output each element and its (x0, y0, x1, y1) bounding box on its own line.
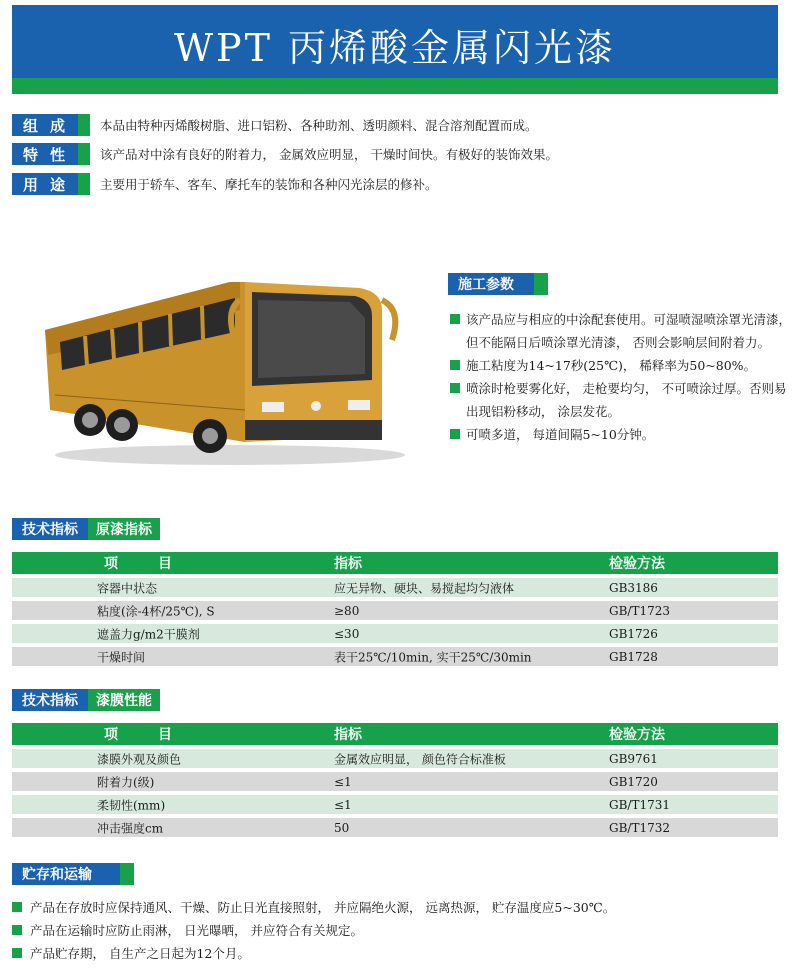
list-item: 喷涂时枪要雾化好， 走枪要均匀， 不可喷涂过厚。否则易出现铝粉移动， 涂层发花。 (448, 377, 798, 423)
table-header: 项目 指标 检验方法 (12, 723, 778, 745)
features-text: 该产品对中涂有良好的附着力， 金属效应明显， 干燥时间快。有极好的装饰效果。 (100, 147, 558, 162)
table1 (12, 552, 778, 666)
table-row: 干燥时间 表干25℃/10min, 实干25℃/30min GB1728 (12, 647, 778, 666)
bus-image (30, 270, 410, 470)
composition-text: 本品由特种丙烯酸树脂、进口铝粉、各种助剂、透明颜料、混合溶剂配置而成。 (100, 118, 538, 133)
table-header: 项目 指标 检验方法 (12, 552, 778, 574)
bullet-icon (12, 948, 22, 958)
table-row: 容器中状态 应无异物、硬块、易搅起均匀液体 GB3186 (12, 578, 778, 597)
table-row: 漆膜外观及颜色 金属效应明显， 颜色符合标准板 GB9761 (12, 749, 778, 768)
intro-composition (12, 114, 538, 136)
bullet-icon (450, 429, 460, 439)
bullet-icon (450, 314, 460, 324)
table2-label-a: 技术指标 (12, 689, 88, 711)
usage-text: 主要用于轿车、客车、摩托车的装饰和各种闪光涂层的修补。 (100, 177, 438, 192)
table-row: 柔韧性(mm) ≤1 GB/T1731 (12, 795, 778, 814)
list-item: 该产品应与相应的中涂配套使用。可湿喷湿喷涂罩光清漆， 但不能隔日后喷涂罩光清漆， 否则会影响层间附着力。 (448, 308, 798, 354)
construction-title: 施工参数 (448, 273, 534, 295)
table1-label-b: 原漆指标 (88, 518, 160, 540)
title-banner (12, 5, 778, 78)
usage-tag: 用途 (12, 173, 78, 195)
table2-label-b: 漆膜性能 (88, 689, 160, 711)
storage-title: 贮存和运输 (12, 863, 120, 885)
table1-label (12, 518, 160, 540)
list-item: 产品在运输时应防止雨淋， 日光曝晒， 并应符合有关规定。 (12, 919, 615, 942)
storage-header (12, 863, 134, 885)
title-underline (12, 78, 778, 94)
header-accent-block (120, 863, 134, 885)
bullet-icon (450, 360, 460, 370)
list-item: 可喷多道， 每道间隔5~10分钟。 (448, 423, 798, 446)
bullet-icon (12, 902, 22, 912)
page-title: WPT 丙烯酸金属闪光漆 (173, 26, 617, 70)
list-item: 产品贮存期， 自生产之日起为12个月。 (12, 942, 615, 965)
table-row: 冲击强度cm 50 GB/T1732 (12, 818, 778, 837)
construction-list (448, 308, 798, 446)
table2 (12, 723, 778, 837)
composition-tag: 组成 (12, 114, 78, 136)
table2-label (12, 689, 160, 711)
header-accent-block (534, 273, 548, 295)
bullet-icon (12, 925, 22, 935)
features-tag: 特性 (12, 143, 78, 165)
table-row: 遮盖力g/m2干膜剂 ≤30 GB1726 (12, 624, 778, 643)
list-item: 施工粘度为14~17秒(25℃)， 稀释率为50~80%。 (448, 354, 798, 377)
construction-header (448, 273, 548, 295)
table-row: 粘度(涂-4杯/25℃), S ≥80 GB/T1723 (12, 601, 778, 620)
intro-features (12, 143, 558, 165)
intro-usage (12, 173, 438, 195)
list-item: 产品在存放时应保持通风、干燥、防止日光直接照射， 并应隔绝火源， 远离热源， 贮存温度应5~30℃。 (12, 896, 615, 919)
storage-list (12, 896, 615, 965)
table-row: 附着力(级) ≤1 GB1720 (12, 772, 778, 791)
table1-label-a: 技术指标 (12, 518, 88, 540)
bullet-icon (450, 383, 460, 393)
